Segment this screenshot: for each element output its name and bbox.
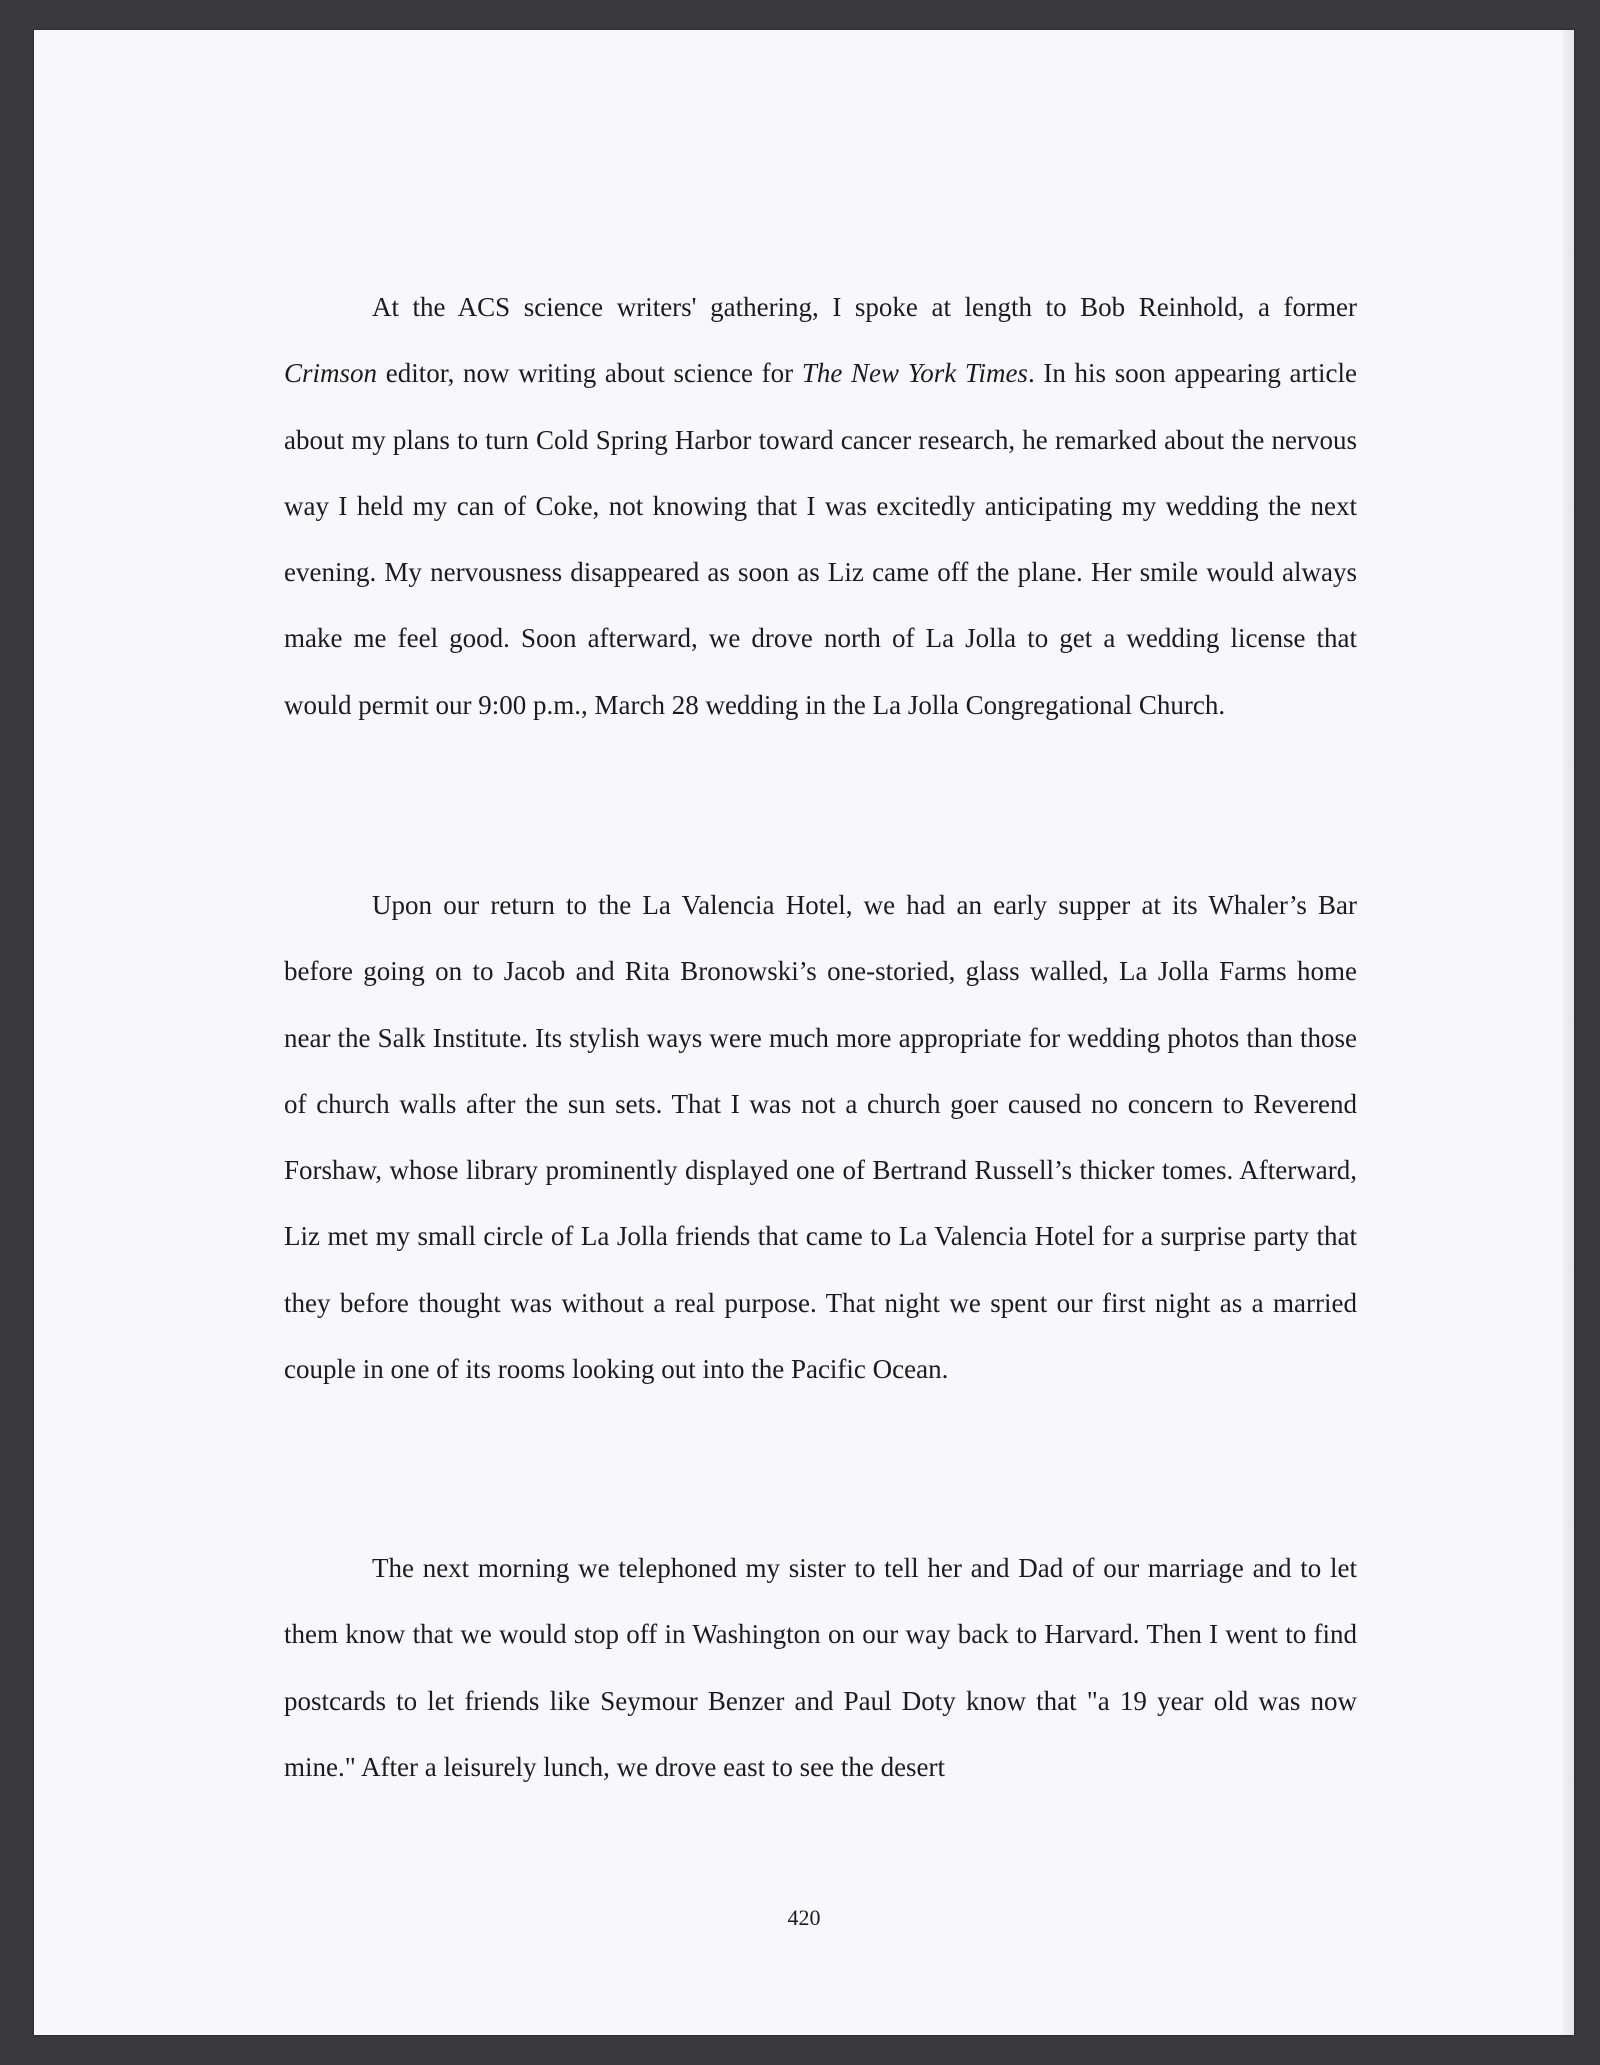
page-edge: [1562, 30, 1574, 2035]
paragraph-1-text-c: editor, now writing about science for: [377, 358, 802, 389]
paragraph-1: [284, 274, 1357, 738]
newspaper-title-nyt: The New York Times: [801, 358, 1028, 389]
paragraph-3: The next morning we telephoned my sister to tell her and Dad of our marriage and to let them know that we would stop off in Washington on our way back to Harvard. Then I went to find postcards to let friends like Seymour Benzer and Paul Doty know that "a 19 year old was now mine." After a leisurely lunch, we drove east to see the desert: [284, 1553, 1357, 1782]
paragraph-1-text-a: At the ACS science writers' gathering, I spoke at length to Bob Reinhold, a former: [372, 292, 1357, 322]
document-page: [34, 30, 1574, 2035]
newspaper-title-crimson: Crimson: [284, 358, 378, 389]
paragraph-1-text-e: . In his soon appearing article about my plans to turn Cold Spring Harbor toward cancer research, he remarked about the nervous way I held my can of Coke, not knowing that I was excitedly anticipating my wedding the next evening. My nervousness disappeared as soon as Liz came off the plane. Her smile would always make me feel good. Soon afterward, we drove north of La Jolla to get a wedding license that would permit our 9:00 p.m., March 28 wedding in the La Jolla Congregational Church.: [284, 358, 1357, 720]
paragraph-2: Upon our return to the La Valencia Hotel, we had an early supper at its Whaler’s Bar before going on to Jacob and Rita Bronowski’s one-storied, glass walled, La Jolla Farms home near the Salk Institute. Its stylish ways were much more appropriate for wedding photos than those of church walls after the sun sets. That I was not a church goer caused no concern to Reverend Forshaw, whose library prominently displayed one of Bertrand Russell’s thicker tomes. Afterward, Liz met my small circle of La Jolla friends that came to La Valencia Hotel for a surprise party that they before thought was without a real purpose. That night we spent our first night as a married couple in one of its rooms looking out into the Pacific Ocean.: [284, 890, 1357, 1385]
page-number: 420: [787, 1905, 821, 1930]
